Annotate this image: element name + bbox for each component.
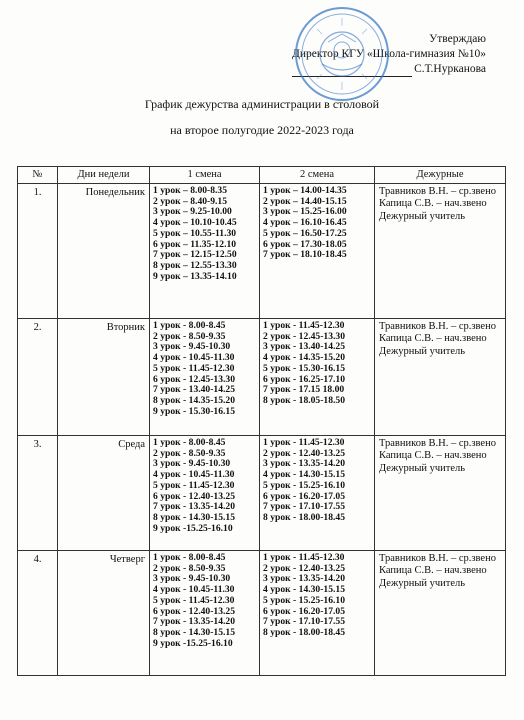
lesson-time: 4 урок - 14.35-15.20 <box>263 352 346 364</box>
lesson-time: 7 урок - 13.35-14.20 <box>153 501 236 513</box>
lesson-time: 2 урок - 8.50-9.35 <box>153 447 226 459</box>
row-day: Четверг <box>58 551 150 676</box>
lesson-time: 3 урок - 13.35-14.20 <box>263 573 346 585</box>
director-position: Директор КГУ «Школа-гимназия №10» <box>292 48 486 60</box>
duty-person: Травников В.Н. – ср.звено <box>379 186 496 197</box>
lesson-time: 4 урок – 10.10-10.45 <box>153 217 237 229</box>
row-number: 2. <box>18 319 58 436</box>
director-name: С.Т.Нурканова <box>414 63 486 75</box>
table-row <box>18 436 506 551</box>
lesson-time: 6 урок - 16.20-17.05 <box>263 605 346 617</box>
lesson-time: 3 урок - 9.45-10.30 <box>153 341 231 353</box>
lesson-time: 6 урок – 11.35-12.10 <box>153 238 237 250</box>
lesson-time: 6 урок – 17.30-18.05 <box>263 238 347 250</box>
lesson-time: 7 урок – 18.10-18.45 <box>263 249 347 261</box>
lesson-time: 4 урок - 10.45-11.30 <box>153 584 235 596</box>
lesson-time: 7 урок – 12.15-12.50 <box>153 249 237 261</box>
lesson-time: 2 урок - 12.40-13.25 <box>263 562 346 574</box>
duty-person: Капица С.В. – нач.звено <box>379 333 487 345</box>
lesson-time: 1 урок - 11.45-12.30 <box>263 552 345 563</box>
lesson-time: 1 урок - 8.00-8.45 <box>153 437 226 448</box>
header-duty: Дежурные <box>375 167 506 184</box>
lesson-time: 7 урок - 17.15 18.00 <box>263 384 345 396</box>
row-day: Понедельник <box>58 184 150 319</box>
lesson-time: 8 урок - 14.35-15.20 <box>153 394 236 406</box>
lesson-time: 9 урок – 13.35-14.10 <box>153 270 237 282</box>
lesson-time: 5 урок - 11.45-12.30 <box>153 362 235 374</box>
lesson-time: 2 урок - 12.40-13.25 <box>263 447 346 459</box>
lesson-time: 4 урок - 14.30-15.15 <box>263 469 346 481</box>
shift2-cell <box>260 436 375 551</box>
header-day: Дни недели <box>58 167 150 184</box>
signature-line-row <box>292 62 486 77</box>
lesson-time: 2 урок – 14.40-15.15 <box>263 195 347 207</box>
duty-person: Травников В.Н. – ср.звено <box>379 553 496 564</box>
lesson-time: 6 урок - 12.45-13.30 <box>153 373 236 385</box>
lesson-time: 1 урок - 11.45-12.30 <box>263 320 345 331</box>
lesson-time: 1 урок – 8.00-8.35 <box>153 185 228 196</box>
shift1-cell <box>150 436 260 551</box>
duty-person: Дежурный учитель <box>379 577 466 589</box>
lesson-time: 5 урок – 10.55-11.30 <box>153 227 237 239</box>
lesson-time: 5 урок - 15.25-16.10 <box>263 479 346 491</box>
header-shift1: 1 смена <box>150 167 260 184</box>
lesson-time: 3 урок – 15.25-16.00 <box>263 206 347 218</box>
lesson-time: 8 урок - 18.00-18.45 <box>263 511 346 523</box>
header-number: № <box>18 167 58 184</box>
lesson-time: 6 урок - 16.20-17.05 <box>263 490 346 502</box>
lesson-time: 5 урок - 15.25-16.10 <box>263 594 346 606</box>
lesson-time: 1 урок - 8.00-8.45 <box>153 552 226 563</box>
duty-person: Травников В.Н. – ср.звено <box>379 321 496 332</box>
table-row <box>18 184 506 319</box>
lesson-time: 6 урок - 16.25-17.10 <box>263 373 346 385</box>
lesson-time: 3 урок - 9.45-10.30 <box>153 573 231 585</box>
duty-person: Дежурный учитель <box>379 345 466 357</box>
lesson-time: 2 урок - 12.45-13.30 <box>263 330 346 342</box>
shift2-cell <box>260 319 375 436</box>
table-row <box>18 551 506 676</box>
duty-cell <box>375 551 506 676</box>
lesson-time: 6 урок - 12.40-13.25 <box>153 605 236 617</box>
lesson-time: 3 урок - 9.45-10.30 <box>153 458 231 470</box>
signature-line <box>292 65 412 77</box>
lesson-time: 4 урок - 10.45-11.30 <box>153 352 235 364</box>
lesson-time: 9 урок -15.25-16.10 <box>153 637 233 649</box>
duty-person: Дежурный учитель <box>379 462 466 474</box>
lesson-time: 4 урок – 16.10-16.45 <box>263 217 347 229</box>
document-subtitle: на второе полугодие 2022-2023 года <box>170 123 354 137</box>
lesson-time: 4 урок - 10.45-11.30 <box>153 469 235 481</box>
lesson-time: 8 урок – 12.55-13.30 <box>153 259 237 271</box>
row-number: 1. <box>18 184 58 319</box>
lesson-time: 8 урок - 14.30-15.15 <box>153 511 236 523</box>
approve-label: Утверждаю <box>429 33 486 45</box>
approval-block <box>292 32 486 77</box>
lesson-time: 1 урок – 14.00-14.35 <box>263 185 347 196</box>
lesson-time: 8 урок - 18.00-18.45 <box>263 626 346 638</box>
duty-cell <box>375 436 506 551</box>
duty-cell <box>375 319 506 436</box>
lesson-time: 6 урок - 12.40-13.25 <box>153 490 236 502</box>
header-shift2: 2 смена <box>260 167 375 184</box>
duty-person: Капица С.В. – нач.звено <box>379 450 487 462</box>
lesson-time: 5 урок – 16.50-17.25 <box>263 227 347 239</box>
lesson-time: 2 урок - 8.50-9.35 <box>153 330 226 342</box>
lesson-time: 5 урок - 11.45-12.30 <box>153 594 235 606</box>
lesson-time: 3 урок - 13.35-14.20 <box>263 458 346 470</box>
lesson-time: 7 урок - 13.40-14.25 <box>153 384 236 396</box>
duty-person: Травников В.Н. – ср.звено <box>379 438 496 449</box>
lesson-time: 8 урок - 14.30-15.15 <box>153 626 236 638</box>
table-row <box>18 319 506 436</box>
lesson-time: 9 урок - 15.30-16.15 <box>153 405 236 417</box>
shift2-cell <box>260 551 375 676</box>
lesson-time: 5 урок - 15.30-16.15 <box>263 362 346 374</box>
lesson-time: 2 урок - 8.50-9.35 <box>153 562 226 574</box>
lesson-time: 7 урок - 17.10-17.55 <box>263 501 346 513</box>
lesson-time: 9 урок -15.25-16.10 <box>153 522 233 534</box>
row-number: 4. <box>18 551 58 676</box>
duty-person: Дежурный учитель <box>379 210 466 222</box>
shift1-cell <box>150 551 260 676</box>
lesson-time: 8 урок - 18.05-18.50 <box>263 394 346 406</box>
lesson-time: 2 урок – 8.40-9.15 <box>153 195 228 207</box>
shift1-cell <box>150 319 260 436</box>
duty-person: Капица С.В. – нач.звено <box>379 565 487 577</box>
lesson-time: 1 урок - 8.00-8.45 <box>153 320 226 331</box>
shift1-cell <box>150 184 260 319</box>
lesson-time: 5 урок - 11.45-12.30 <box>153 479 235 491</box>
lesson-time: 1 урок - 11.45-12.30 <box>263 437 345 448</box>
table-header-row <box>18 167 506 184</box>
row-number: 3. <box>18 436 58 551</box>
duty-cell <box>375 184 506 319</box>
row-day: Вторник <box>58 319 150 436</box>
shift2-cell <box>260 184 375 319</box>
lesson-time: 7 урок - 13.35-14.20 <box>153 616 236 628</box>
duty-schedule-table <box>17 166 506 676</box>
row-day: Среда <box>58 436 150 551</box>
document-title: График дежурства администрации в столовой <box>144 97 380 111</box>
lesson-time: 3 урок – 9.25-10.00 <box>153 206 232 218</box>
lesson-time: 7 урок - 17.10-17.55 <box>263 616 346 628</box>
lesson-time: 3 урок - 13.40-14.25 <box>263 341 346 353</box>
lesson-time: 4 урок - 14.30-15.15 <box>263 584 346 596</box>
duty-person: Капица С.В. – нач.звено <box>379 198 487 210</box>
